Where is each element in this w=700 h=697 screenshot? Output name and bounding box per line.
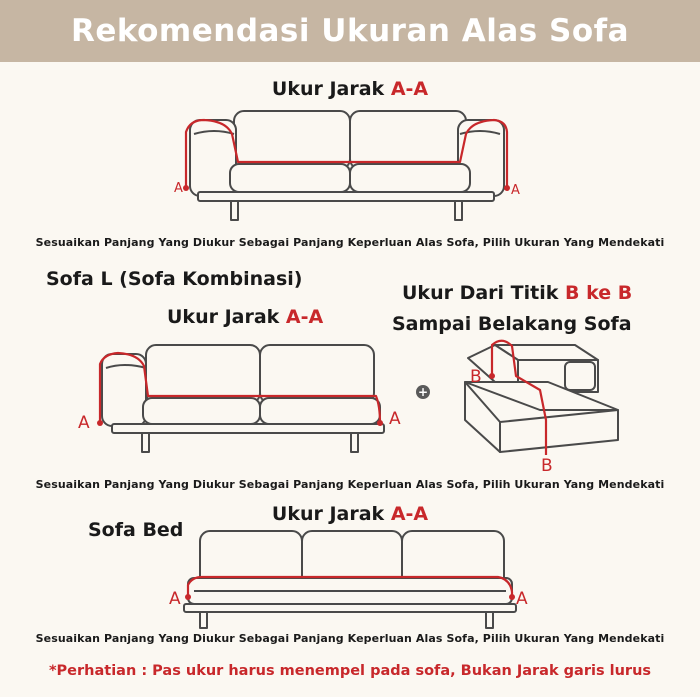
section2-measure-title: Ukur Jarak A-A [167, 306, 324, 328]
s1-point-right-label: A [511, 183, 520, 198]
s2-b-bottom-label: B [541, 456, 553, 476]
section3-measure-title: Ukur Jarak A-A [271, 503, 429, 525]
section2-corner-points: B ke B [564, 282, 633, 304]
section1-measure-points: A-A [390, 78, 429, 100]
s3-point-left-label: A [169, 589, 181, 609]
s1-point-left-label: A [174, 181, 183, 196]
sofa-1-illustration [190, 111, 504, 220]
s2-b-top-label: B [470, 367, 482, 387]
page-title: Rekomendasi Ukuran Alas Sofa [70, 13, 630, 49]
s2-point-right-icon [377, 420, 383, 426]
s3-point-left-icon [185, 594, 191, 600]
s2-point-left-icon [97, 420, 103, 426]
s3-point-right-label: A [516, 589, 528, 609]
section2-label: Sofa L (Sofa Kombinasi) [46, 268, 303, 290]
s2-b-top-icon [489, 373, 495, 379]
section1-note: Sesuaikan Panjang Yang Diukur Sebagai Panjang Keperluan Alas Sofa, Pilih Ukuran Yang Mendekati [35, 236, 665, 249]
s2-point-right-label: A [389, 409, 401, 429]
section2-corner-line1: Ukur Dari Titik B ke B [402, 282, 633, 304]
section2-note: Sesuaikan Panjang Yang Diukur Sebagai Panjang Keperluan Alas Sofa, Pilih Ukuran Yang Mendekati [35, 478, 665, 491]
s2-point-left-label: A [78, 413, 90, 433]
s3-point-right-icon [509, 594, 515, 600]
sofa-3-illustration [184, 531, 516, 628]
section2-corner-line2: Sampai Belakang Sofa [392, 313, 632, 335]
s1-point-left-icon [183, 185, 189, 191]
warning-note: *Perhatian : Pas ukur harus menempel pada sofa, Bukan Jarak garis lurus [48, 663, 652, 679]
section3-label: Sofa Bed [88, 519, 184, 541]
section3-measure-points: A-A [390, 503, 429, 525]
sofa-2-illustration [102, 345, 384, 452]
plus-sign: + [417, 385, 429, 399]
section3-note: Sesuaikan Panjang Yang Diukur Sebagai Panjang Keperluan Alas Sofa, Pilih Ukuran Yang Mendekati [35, 632, 665, 645]
section2-measure-points: A-A [285, 306, 324, 328]
s1-point-right-icon [504, 185, 510, 191]
section1-measure-title: Ukur Jarak A-A [271, 78, 429, 100]
